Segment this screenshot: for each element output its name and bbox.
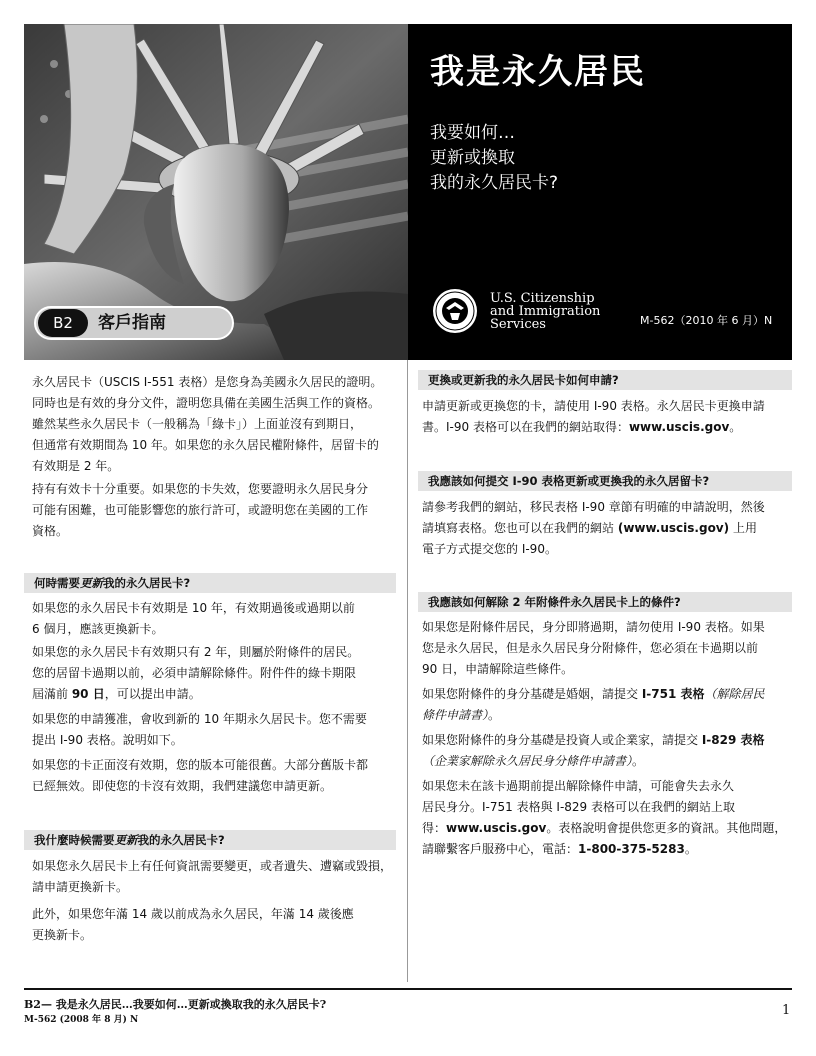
heading-when-renew: 何時需要更新我的永久居民卡? — [24, 573, 396, 593]
remove-p3-l2: （企業家解除永久居民身分條件申請書）。 — [422, 754, 645, 768]
when-p3-l1: 如果您的申請獲准，會收到新的 10 年期永久居民卡。您不需要 — [32, 712, 367, 726]
intro-p1-l3: 雖然某些永久居民卡（一般稱為「綠卡」）上面並沒有到期日， — [32, 417, 363, 431]
when-p1-l1: 如果您的永久居民卡有效期是 10 年，有效期過後或過期以前 — [32, 601, 355, 615]
uscis-link[interactable]: www.uscis.gov — [446, 821, 547, 835]
when-p2-l1: 如果您的永久居民卡有效期只有 2 年，則屬於附條件的居民。 — [32, 645, 360, 659]
remove-p4-l2: 居民身分。I-751 表格與 I-829 表格可以在我們的網站上取 — [422, 800, 735, 814]
replace-p1-l2: 請申請更換新卡。 — [32, 880, 129, 894]
uscis-link[interactable]: www.uscis.gov — [628, 420, 730, 434]
subtitle-line-2: 更新或換取 — [430, 148, 515, 168]
file-l1: 請參考我們的網站，移民表格 I-90 章節有明確的申請說明，然後 — [422, 500, 765, 514]
page-number: 1 — [782, 1003, 791, 1018]
form-number: M-562（2010 年 6 月）N — [640, 314, 773, 327]
agency-line-1: U.S. Citizenship — [490, 291, 595, 306]
heading-remove-conditions: 我應該如何解除 2 年附條件永久居民卡上的條件? — [418, 592, 792, 612]
remove-p4-l4: 請聯繫客戶服務中心，電話：1-800-375-5283。 — [422, 842, 697, 856]
remove-p1-l3: 90 日，申請解除這些條件。 — [422, 662, 574, 676]
agency-line-2: and Immigration — [490, 304, 601, 319]
dhs-seal-icon — [432, 288, 478, 334]
footer-form-number: M-562 (2008 年 8 月) N — [24, 1015, 139, 1025]
when-p1-l2: 6 個月，應該更換新卡。 — [32, 622, 164, 636]
replace-p2-l1: 此外，如果您年滿 14 歲以前成為永久居民，年滿 14 歲後應 — [32, 907, 354, 921]
remove-p4-l3: 得：www.uscis.gov。表格說明會提供您更多的資訊。其他問題， — [422, 821, 787, 835]
footer-rule — [24, 988, 792, 990]
subtitle-line-1: 我要如何… — [430, 123, 515, 143]
file-l2: 請填寫表格。您也可以在我們的網站 (www.uscis.gov) 上用 — [422, 521, 757, 535]
remove-p3-l1: 如果您附條件的身分基礎是投資人或企業家，請提交 I-829 表格 — [422, 733, 765, 747]
replace-p2-l2: 更換新卡。 — [32, 928, 93, 942]
intro-p1-l5: 有效期是 2 年。 — [32, 459, 120, 473]
page-title: 我是永久居民 — [430, 52, 646, 92]
remove-p1-l1: 如果您是附條件居民，身分即將過期，請勿使用 I-90 表格。如果 — [422, 620, 765, 634]
remove-p4-l1: 如果您未在該卡過期前提出解除條件申請，可能會失去永久 — [422, 779, 735, 793]
heading-how-apply: 更換或更新我的永久居民卡如何申請? — [418, 370, 792, 390]
column-divider — [407, 360, 408, 982]
replace-p1-l1: 如果您永久居民卡上有任何資訊需要變更，或者遺失、遭竊或毀損， — [32, 859, 393, 873]
intro-p2-l2: 可能有困難，也可能影響您的旅行許可，或證明您在美國的工作 — [32, 503, 369, 517]
subtitle-line-3: 我的永久居民卡? — [430, 173, 559, 193]
intro-p1-l1: 永久居民卡（USCIS I-551 表格）是您身為美國永久居民的證明。 — [32, 375, 383, 389]
apply-l2: 書。I-90 表格可以在我們的網站取得：www.uscis.gov。 — [422, 420, 742, 434]
remove-p1-l2: 您是永久居民，但是永久居民身分附條件，您必須在卡過期以前 — [422, 641, 759, 655]
when-p2-l3: 屆滿前 90 日，可以提出申請。 — [32, 687, 201, 701]
when-p4-l2: 已經無效。即使您的卡沒有效期，我們建議您申請更新。 — [32, 779, 333, 793]
remove-p2-l2: 條件申請書）。 — [422, 708, 501, 722]
intro-p1-l2: 同時也是有效的身分文件，證明您具備在美國生活與工作的資格。 — [32, 396, 381, 410]
file-l3: 電子方式提交您的 I-90。 — [422, 542, 557, 556]
remove-p2-l1: 如果您附條件的身分基礎是婚姻，請提交 I-751 表格（解除居民 — [422, 687, 765, 701]
guide-code: B2 — [38, 309, 88, 337]
heading-when-replace: 我什麼時候需要更新我的永久居民卡? — [24, 830, 396, 850]
uscis-link[interactable]: (www.uscis.gov) — [617, 521, 730, 535]
intro-p1-l4: 但通常有效期間為 10 年。如果您的永久居民權附條件，居留卡的 — [32, 438, 379, 452]
when-p4-l1: 如果您的卡正面沒有效期，您的版本可能很舊。大部分舊版卡都 — [32, 758, 369, 772]
when-p3-l2: 提出 I-90 表格。說明如下。 — [32, 733, 183, 747]
when-p2-l2: 您的居留卡過期以前，必須申請解除條件。附件件的綠卡期限 — [32, 666, 357, 680]
agency-line-3: Services — [490, 317, 546, 332]
footer-title: B2— 我是永久居民…我要如何…更新或換取我的永久居民卡? — [24, 998, 327, 1011]
intro-p2-l3: 資格。 — [32, 524, 69, 538]
apply-l1: 申請更新或更換您的卡，請使用 I-90 表格。永久居民卡更換申請 — [422, 399, 765, 413]
intro-p2-l1: 持有有效卡十分重要。如果您的卡失效，您要證明永久居民身分 — [32, 482, 369, 496]
guide-label: 客戶指南 — [98, 313, 166, 333]
heading-how-file: 我應該如何提交 I-90 表格更新或更換我的永久居留卡? — [418, 471, 792, 491]
phone-number[interactable]: 1-800-375-5283 — [578, 842, 685, 856]
